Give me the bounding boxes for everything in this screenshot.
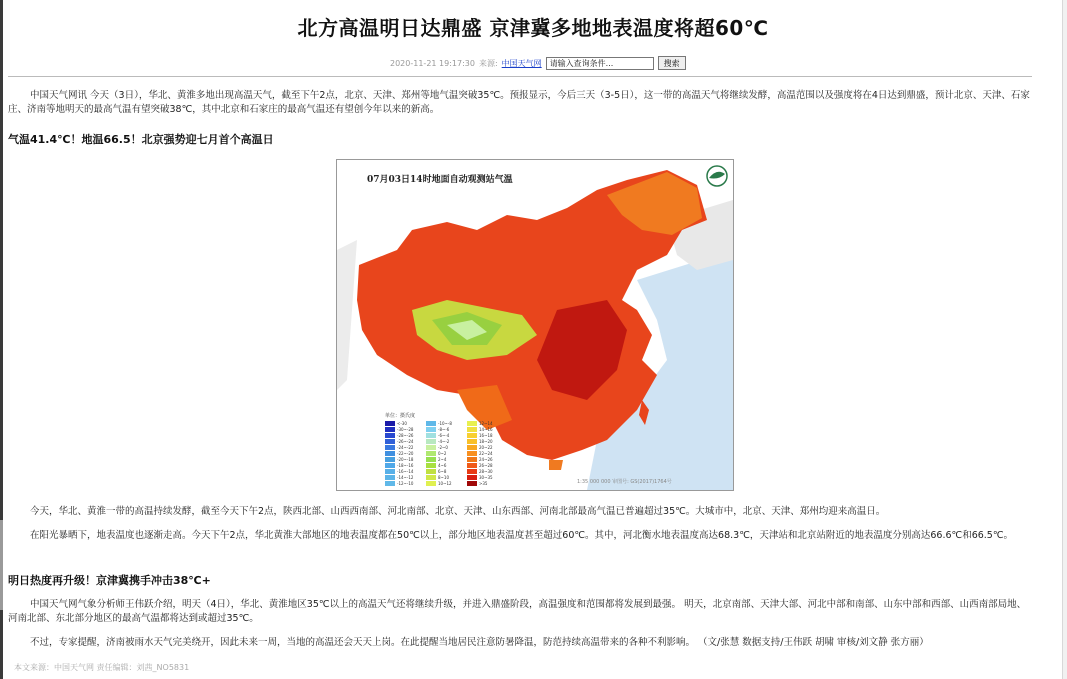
legend-swatch: [385, 469, 395, 474]
legend-label: -16~-14: [397, 469, 414, 474]
legend-item: [385, 421, 423, 426]
legend-label: -30~-28: [397, 427, 414, 432]
legend-swatch: [385, 421, 395, 426]
legend-item: [426, 439, 464, 444]
legend-item: [467, 439, 505, 444]
legend-swatch: [467, 439, 477, 444]
legend-swatch: [426, 451, 436, 456]
legend-label: -20~-18: [397, 457, 414, 462]
legend-item: [385, 451, 423, 456]
legend-item: [426, 421, 464, 426]
legend-label: 30~35: [479, 475, 493, 480]
legend-item: [385, 433, 423, 438]
publish-datetime: 2020-11-21 19:17:30: [390, 58, 475, 68]
legend-label: <-30: [397, 421, 407, 426]
legend-item: [385, 463, 423, 468]
legend-label: 20~22: [479, 445, 493, 450]
legend-grid: [385, 421, 505, 486]
legend-label: -26~-24: [397, 439, 414, 444]
legend-item: [467, 481, 505, 486]
legend-swatch: [426, 481, 436, 486]
paragraph-1: 中国天气网讯 今天（3日），华北、黄淮多地出现高温天气，截至下午2点，北京、天津、郑州等地气温突破35℃。预报显示，今后三天（3-5日），这一带的高温天气将继续发酵，高温范围以及强度将在4日达到鼎盛，预计北京、天津、石家庄、济南等地明天的最高气温有望突破38℃，其中北京和石家庄的最高气温还有望创今年以来的新高。: [8, 90, 1030, 115]
paragraph-4: 中国天气网气象分析师王伟跃介绍，明天（4日），华北、黄淮地区35℃以上的高温天气还将继续升级，并进入鼎盛阶段，高温强度和范围都将发展到最强。 明天，北京南部、天津大部、河北中部和南部、山东中部和西部、山西南部局地、河南北部、东北部分地区的最高气温都将达到或超过35℃。: [8, 599, 1027, 624]
legend-swatch: [385, 427, 395, 432]
search-button[interactable]: 搜索: [658, 56, 686, 70]
legend-swatch: [467, 421, 477, 426]
legend-label: 8~10: [438, 475, 449, 480]
legend-swatch: [385, 451, 395, 456]
legend-item: [385, 457, 423, 462]
legend-label: -14~-12: [397, 475, 414, 480]
legend-label: 6~8: [438, 469, 447, 474]
legend-item: [426, 469, 464, 474]
legend-label: -10~-8: [438, 421, 452, 426]
legend-swatch: [467, 463, 477, 468]
legend-item: [385, 439, 423, 444]
legend-swatch: [426, 427, 436, 432]
legend-label: 16~18: [479, 433, 493, 438]
legend-item: [385, 445, 423, 450]
legend-label: 18~20: [479, 439, 493, 444]
legend-label: -24~-22: [397, 445, 414, 450]
legend-label: 0~2: [438, 451, 447, 456]
temperature-map-image: [336, 159, 734, 491]
legend-label: 4~6: [438, 463, 447, 468]
legend-label: -18~-16: [397, 463, 414, 468]
legend-swatch: [426, 421, 436, 426]
legend-item: [467, 421, 505, 426]
vertical-scrollbar[interactable]: [1062, 0, 1067, 679]
legend-label: -22~-20: [397, 451, 414, 456]
legend-swatch: [426, 445, 436, 450]
legend-swatch: [467, 427, 477, 432]
legend-item: [467, 463, 505, 468]
legend-label: 2~4: [438, 457, 447, 462]
legend-item: [467, 475, 505, 480]
legend-swatch: [385, 439, 395, 444]
legend-label: 28~30: [479, 469, 493, 474]
legend-label: -2~0: [438, 445, 448, 450]
legend-swatch: [385, 463, 395, 468]
subheading-1: 气温41.4℃！地温66.5！北京强势迎七月首个高温日: [8, 133, 274, 146]
legend-swatch: [467, 433, 477, 438]
subheading-2: 明日热度再升级！京津冀携手冲击38℃+: [8, 574, 211, 587]
search-input[interactable]: [546, 57, 654, 70]
legend-swatch: [426, 463, 436, 468]
legend-swatch: [426, 469, 436, 474]
legend-label: 24~26: [479, 457, 493, 462]
legend-item: [426, 481, 464, 486]
map-footer-text: 1:35 000 000 审图号: GS(2017)1764号: [577, 479, 672, 485]
legend-swatch: [426, 475, 436, 480]
source-label: 来源:: [478, 58, 498, 68]
legend-label: -28~-26: [397, 433, 414, 438]
legend-item: [426, 451, 464, 456]
legend-label: 26~28: [479, 463, 493, 468]
legend-swatch: [385, 475, 395, 480]
paragraph-3: 在阳光暴晒下，地表温度也逐渐走高。今天下午2点，华北黄淮大部地区的地表温度都在50℃以上，部分地区地表温度甚至超过60℃。其中，河北衡水地表温度高达68.3℃，天津站和北京站附近的地表温度分别高达66.6℃和66.5℃。: [30, 530, 1014, 541]
header-divider: [8, 76, 1032, 77]
legend-label: -6~-4: [438, 433, 450, 438]
legend-label: >35: [479, 481, 488, 486]
legend-item: [426, 463, 464, 468]
legend-item: [385, 481, 423, 486]
legend-title: 单位：摄氏度: [385, 413, 416, 419]
article-title: 北方高温明日达鼎盛 京津冀多地地表温度将超60℃: [297, 16, 769, 40]
legend-swatch: [467, 481, 477, 486]
legend-item: [385, 469, 423, 474]
legend-swatch: [426, 439, 436, 444]
legend-swatch: [467, 469, 477, 474]
legend-label: 12~14: [479, 421, 493, 426]
legend-item: [426, 457, 464, 462]
legend-swatch: [385, 457, 395, 462]
map-title: 07月03日14时地面自动观测站气温: [367, 175, 513, 185]
legend-label: -8~-6: [438, 427, 450, 432]
legend-swatch: [385, 445, 395, 450]
legend-swatch: [467, 457, 477, 462]
legend-item: [426, 475, 464, 480]
legend-label: 22~24: [479, 451, 493, 456]
legend-item: [385, 427, 423, 432]
legend-swatch: [385, 481, 395, 486]
legend-swatch: [467, 475, 477, 480]
legend-label: -12~-10: [397, 481, 414, 486]
legend-swatch: [467, 445, 477, 450]
legend-item: [385, 475, 423, 480]
article-footer-source: 本文来源：中国天气网 责任编辑：刘茜_NO5831: [14, 663, 190, 672]
hainan: [549, 460, 563, 470]
paragraph-2: 今天，华北、黄淮一带的高温持续发酵，截至今天下午2点，陕西北部、山西西南部、河北南部、北京、天津、山东西部、河南北部最高气温已普遍超过35℃。大城市中，北京、天津、郑州均迎来高温日。: [30, 506, 886, 517]
legend-item: [467, 445, 505, 450]
legend-item: [467, 433, 505, 438]
paragraph-5: 不过，专家提醒，济南被雨水天气完美绕开，因此未来一周，当地的高温还会天天上岗。在此提醒当地居民注意防暑降温，防范持续高温带来的各种不利影响。 （文/张慧 数据支持/王伟跃 胡啸 审核/刘文静 张方丽）: [30, 637, 929, 648]
legend-item: [467, 457, 505, 462]
legend-swatch: [467, 451, 477, 456]
legend-swatch: [426, 433, 436, 438]
legend-item: [467, 427, 505, 432]
map-legend: [385, 412, 505, 486]
source-link[interactable]: 中国天气网: [501, 58, 542, 68]
legend-swatch: [426, 457, 436, 462]
legend-label: 10~12: [438, 481, 452, 486]
legend-item: [426, 445, 464, 450]
legend-item: [426, 427, 464, 432]
legend-label: 14~16: [479, 427, 493, 432]
legend-item: [426, 433, 464, 438]
legend-label: -4~-2: [438, 439, 450, 444]
article-meta-bar: [390, 55, 686, 71]
legend-swatch: [385, 433, 395, 438]
legend-item: [467, 451, 505, 456]
legend-item: [467, 469, 505, 474]
window-left-edge: [0, 0, 3, 679]
